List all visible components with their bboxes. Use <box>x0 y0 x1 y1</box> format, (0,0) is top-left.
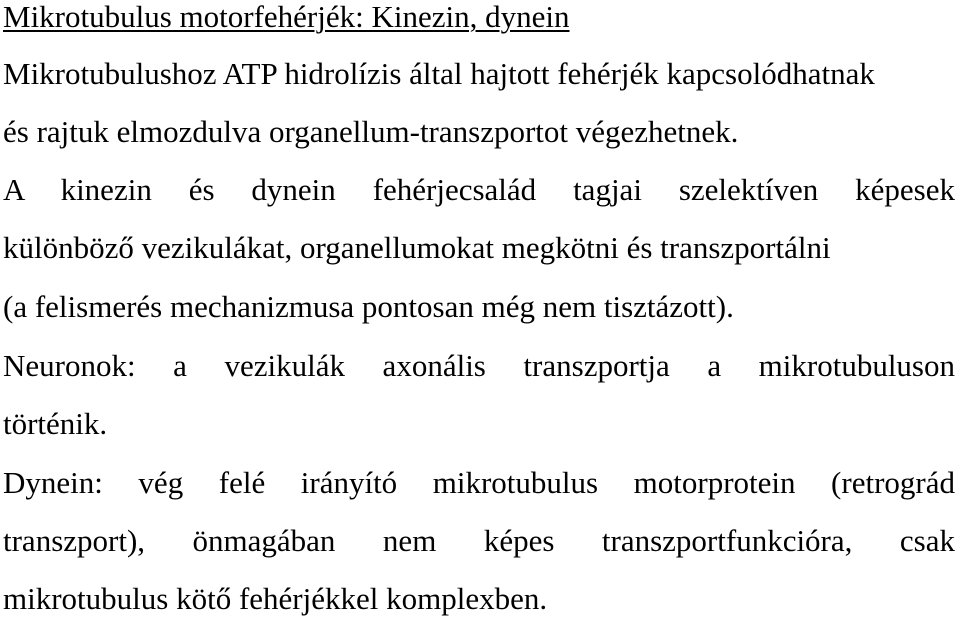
paragraph-4-line-3: mikrotubulus kötő fehérjékkel komplexben. <box>3 581 548 616</box>
paragraph-1-line-2: és rajtuk elmozdulva organellum-transzportot végezhetnek. <box>3 114 739 149</box>
paragraph-4-line-2: transzport), önmagában nem képes transzportfunkcióra, csak <box>3 523 955 558</box>
paragraph-2-line-2: különböző vezikulákat, organellumokat megkötni és transzportálni <box>3 230 831 265</box>
paragraph-3-line-1: Neuronok: a vezikulák axonális transzportja a mikrotubuluson <box>3 348 955 383</box>
paragraph-3-line-2: történik. <box>3 406 108 441</box>
paragraph-2-line-3: (a felismerés mechanizmusa pontosan még nem tisztázott). <box>3 289 734 324</box>
paragraph-1-line-1: Mikrotubulushoz ATP hidrolízis által hajtott fehérjék kapcsolódhatnak <box>3 56 875 91</box>
paragraph-4-line-1: Dynein: vég felé irányító mikrotubulus motorprotein (retrográd <box>3 465 955 500</box>
slide-title: Mikrotubulus motorfehérjék: Kinezin, dynein <box>3 0 570 34</box>
paragraph-2-line-1: A kinezin és dynein fehérjecsalád tagjai szelektíven képesek <box>3 172 955 207</box>
